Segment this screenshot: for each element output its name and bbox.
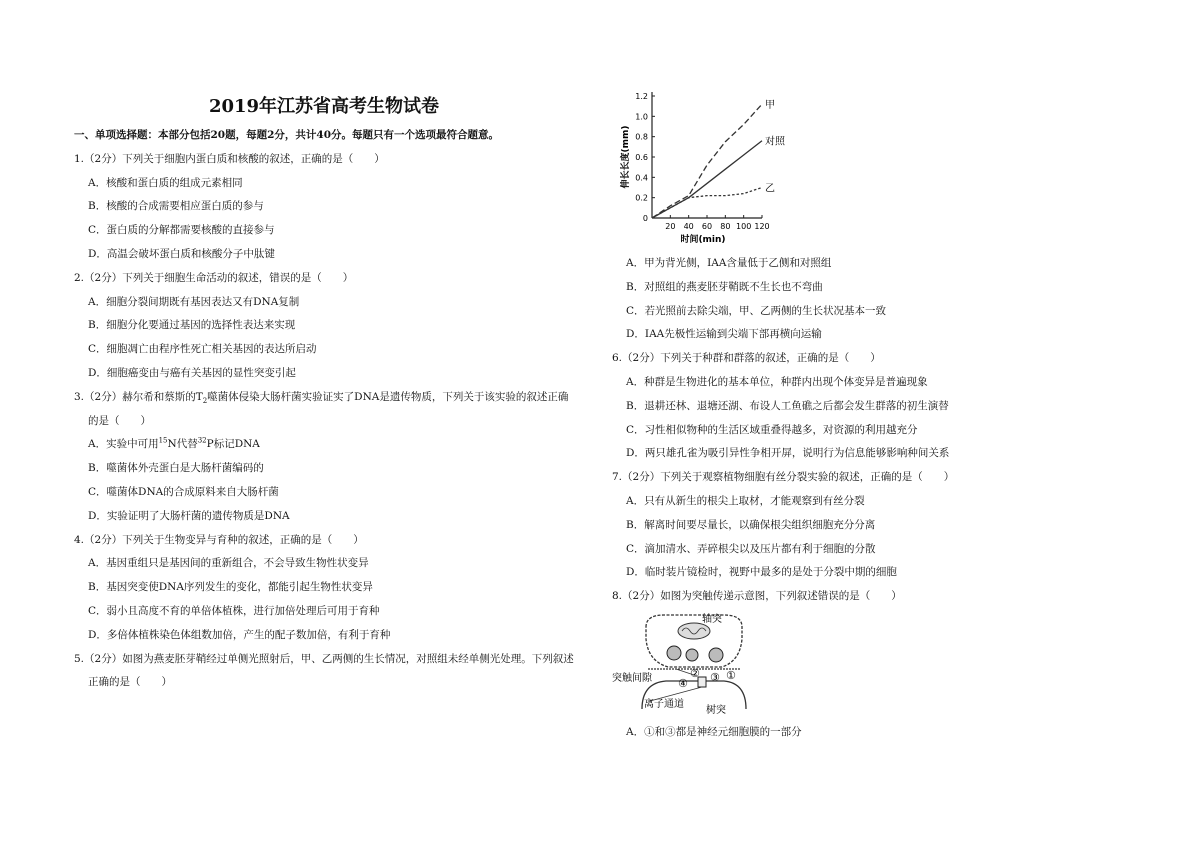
q3-option-c: C．噬菌体DNA的合成原料来自大肠杆菌 [88,485,279,498]
q3-stem-subscript: 2 [202,396,208,405]
series-line [652,188,762,219]
vesicle [709,648,723,662]
mitochondrion [678,623,710,639]
x-tick-label: 100 [736,222,752,231]
label-dendrite: 树突 [706,704,726,716]
x-tick-label: 60 [701,222,713,231]
question-4-stem: 4.（2分）下列关于生物变异与育种的叙述，正确的是（ ） [74,533,364,546]
y-tick-label: 0.2 [635,193,648,203]
q6-option-d: D．两只雄孔雀为吸引异性争相开屏，说明行为信息能够影响种间关系 [626,447,950,460]
q3-optA-sup-2: 32 [197,436,207,445]
q3-option-b: B．噬菌体外壳蛋白是大肠杆菌编码的 [88,462,264,475]
marker-2: ② [690,666,700,680]
label-ion-channel: 离子通道 [644,698,684,710]
y-tick-label: 1.0 [635,112,648,122]
q2-option-d: D．细胞癌变由与癌有关基因的显性突变引起 [88,366,296,379]
q7-option-d: D．临时装片镜检时，视野中最多的是处于分裂中期的细胞 [626,566,897,579]
q7-option-a: A．只有从新生的根尖上取材，才能观察到有丝分裂 [626,494,865,507]
q3-stem-part-a: 3.（2分）赫尔希和蔡斯的T [74,390,203,403]
q5-option-b: B．对照组的燕麦胚芽鞘既不生长也不弯曲 [626,280,823,293]
q5-option-c: C．若光照前去除尖端，甲、乙两侧的生长状况基本一致 [626,304,887,317]
growth-line-chart [612,84,792,252]
q4-option-a: A．基因重组只是基因间的重新组合，不会导致生物性状变异 [88,557,369,570]
question-5-stem-continued: 正确的是（ ） [88,676,172,689]
question-3-stem [74,386,574,410]
marker-1: ① [726,668,736,682]
question-2-stem: 2.（2分）下列关于细胞生命活动的叙述，错误的是（ ） [74,271,354,284]
y-tick-label: 1.2 [635,92,648,101]
q2-option-c: C．细胞凋亡由程序性死亡相关基因的表达所启动 [88,343,317,356]
q5-option-a: A．甲为背光侧，IAA含量低于乙侧和对照组 [626,257,832,269]
x-tick-label: 40 [683,222,694,231]
q3-optA-sup-1: 15 [158,436,168,445]
x-tick-label: 120 [754,222,770,231]
marker-4: ④ [678,676,688,690]
marker-3: ③ [710,670,720,684]
question-6-stem: 6.（2分）下列关于种群和群落的叙述，正确的是（ ） [612,352,881,365]
q5-option-d: D．IAA先极性运输到尖端下部再横向运输 [626,328,822,341]
series-label: 甲 [765,100,775,112]
question-7-stem: 7.（2分）下列关于观察植物细胞有丝分裂实验的叙述，正确的是（ ） [612,471,955,484]
page-title: 2019年江苏省高考生物试卷 [208,96,440,117]
q2-option-a: A．细胞分裂间期既有基因表达又有DNA复制 [88,295,300,308]
synapse-diagram [612,609,792,721]
q3-stem-part-b: 噬菌体侵染大肠杆菌实验证实了DNA是遗传物质，下列关于该实验的叙述正确 [207,390,569,403]
q1-option-c: C．蛋白质的分解都需要核酸的直接参与 [88,224,275,237]
q4-option-c: C．弱小且高度不育的单倍体植株，进行加倍处理后可用于育种 [88,604,380,617]
q2-option-b: B．细胞分化要通过基因的选择性表达来实现 [88,319,296,332]
y-tick-label: 0.8 [635,132,648,142]
right-column [612,84,1172,745]
q1-option-d: D．高温会破坏蛋白质和核酸分子中肽键 [88,247,275,260]
label-axon: 轴突 [702,613,722,625]
q3-optA-part-a: A．实验中可用 [88,438,159,451]
q6-option-a: A．种群是生物进化的基本单位，种群内出现个体变异是普遍现象 [626,375,928,388]
x-tick-label: 80 [720,222,731,231]
y-tick-label: 0 [642,214,648,223]
question-8-stem: 8.（2分）如图为突触传递示意图，下列叙述错误的是（ ） [612,590,902,603]
x-tick-label: 20 [665,222,676,231]
q7-option-b: B．解离时间要尽量长，以确保根尖组织细胞充分分离 [626,518,876,531]
q6-option-b: B．退耕还林、退塘还湖、布设人工鱼礁之后都会发生群落的初生演替 [626,399,949,412]
q3-option-d: D．实验证明了大肠杆菌的遗传物质是DNA [88,509,290,522]
q4-option-b: B．基因突变使DNA序列发生的变化，都能引起生物性状变异 [88,581,373,594]
left-column [74,92,574,695]
label-synaptic-cleft: 突触间隙 [612,672,652,684]
q1-option-a: A．核酸和蛋白质的组成元素相同 [88,176,243,189]
q6-option-c: C．习性相似物种的生活区域重叠得越多，对资源的利用越充分 [626,423,918,436]
vesicle [686,649,698,661]
y-tick-label: 0.6 [635,153,648,162]
question-1-stem: 1.（2分）下列关于细胞内蛋白质和核酸的叙述，正确的是（ ） [74,152,385,165]
q8-option-a: A．①和③都是神经元细胞膜的一部分 [626,725,802,738]
y-axis-label: 伸长长度(mm) [621,125,631,189]
series-label: 乙 [765,183,775,195]
question-5-stem: 5.（2分）如图为燕麦胚芽鞘经过单侧光照射后，甲、乙两侧的生长情况，对照组未经单侧光处理。下列叙述 [74,652,574,665]
q3-optA-part-b: N代替 [167,438,198,451]
section-header: 一、单项选择题：本部分包括20题，每题2分，共计40分。每题只有一个选项最符合题意。 [74,129,500,141]
q3-optA-part-c: P标记DNA [206,438,260,451]
x-axis-label: 时间(min) [680,235,726,245]
q4-option-d: D．多倍体植株染色体组数加倍，产生的配子数加倍，有利于育种 [88,628,391,641]
question-3-stem-continued: 的是（ ） [88,414,151,427]
q7-option-c: C．滴加清水、弄碎根尖以及压片都有利于细胞的分散 [626,542,876,555]
q1-option-b: B．核酸的合成需要相应蛋白质的参与 [88,200,264,213]
vesicle [667,646,681,660]
y-tick-label: 0.4 [635,173,648,183]
series-label: 对照 [765,136,785,148]
series-line [652,104,762,218]
q3-option-a [74,433,574,457]
